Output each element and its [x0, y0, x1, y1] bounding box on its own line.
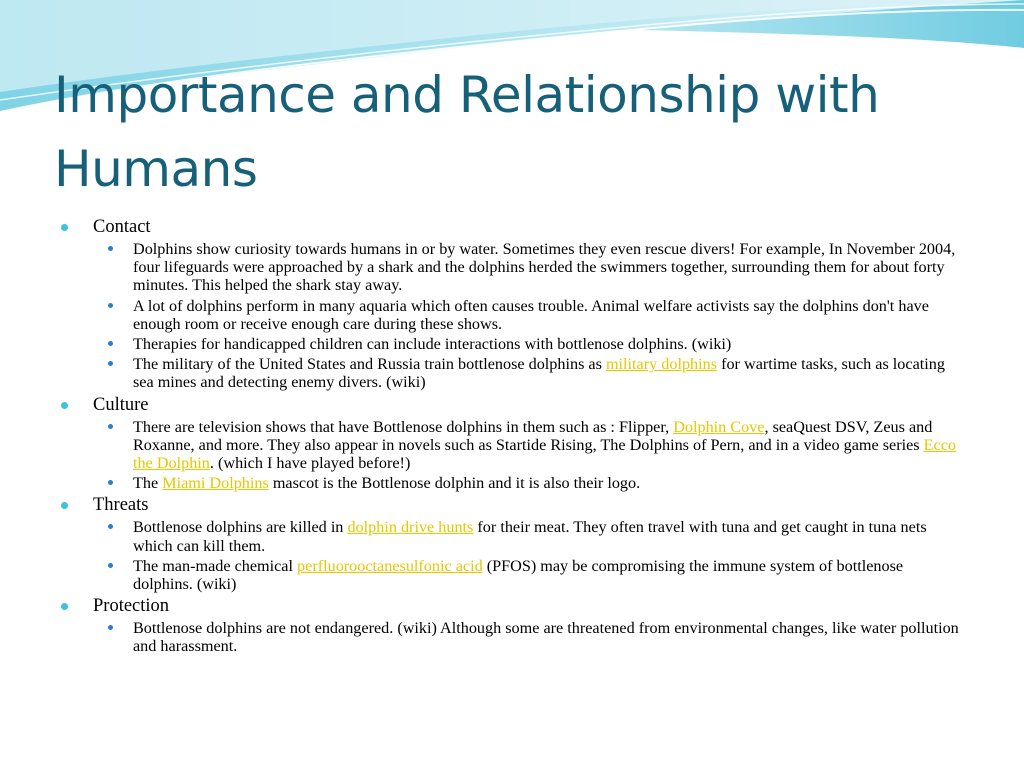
list-item	[133, 240, 1024, 295]
hyperlink[interactable]: military dolphins	[605, 355, 718, 374]
bullet-icon	[61, 402, 68, 409]
section-culture	[0, 394, 1024, 493]
bullet-icon	[61, 502, 68, 509]
list-item	[133, 619, 1024, 655]
item-text: Therapies for handicapped children can include interactions with bottlenose dolphins. (wiki)	[133, 335, 732, 354]
sub-bullet-icon	[108, 341, 113, 346]
hyperlink[interactable]: dolphin drive hunts	[347, 518, 474, 537]
sub-bullet-icon	[108, 361, 113, 366]
item-text: (PFOS) may be compromising the immune system of bottlenose dolphins. (wiki)	[133, 556, 904, 594]
item-text: Dolphins show curiosity towards humans in or by water. Sometimes they even rescue divers! For example, In November 2004, four lifeguards were approached by a shark and the dolphins herded the swimmers together, surrounding them for about forty minutes. This helped the shark stay away.	[133, 240, 956, 295]
list-item	[133, 474, 1024, 492]
sub-bullet-icon	[108, 524, 113, 529]
sub-bullet-list	[93, 619, 1024, 655]
item-text: for their meat. They often travel with tuna and get caught in tuna nets which can kill them.	[133, 518, 927, 555]
sub-bullet-list	[93, 240, 1024, 392]
sub-bullet-icon	[108, 246, 113, 251]
item-text: mascot is the Bottlenose dolphin and it is also their logo.	[268, 474, 641, 493]
item-text: for wartime tasks, such as locating sea mines and detecting enemy divers. (wiki)	[133, 355, 945, 392]
sub-bullet-icon	[108, 303, 113, 308]
section-heading: Culture	[93, 394, 149, 415]
list-item	[133, 297, 1024, 333]
bullet-icon	[61, 224, 68, 231]
item-text: The	[133, 474, 163, 493]
sub-bullet-icon	[108, 424, 113, 429]
item-text: . (which I have played before!)	[209, 454, 411, 473]
item-text: , seaQuest DSV, Zeus and Roxanne, and more. They also appear in novels such as Startide Rising, The Dolphins of Pern, and in a video game series	[133, 417, 933, 454]
item-text: There are television shows that have Bottlenose dolphins in them such as : Flipper,	[133, 417, 674, 436]
sub-bullet-list	[93, 418, 1024, 493]
section-protection	[0, 595, 1024, 655]
list-item	[133, 418, 1024, 473]
sub-bullet-icon	[108, 625, 113, 630]
sub-bullet-list	[93, 518, 1024, 593]
hyperlink[interactable]: Miami Dolphins	[162, 474, 269, 493]
item-text: Bottlenose dolphins are killed in	[133, 518, 348, 537]
list-item	[133, 335, 1024, 353]
bullet-icon	[61, 603, 68, 610]
slide-title: Importance and Relationship with Humans	[54, 66, 880, 198]
section-contact	[0, 216, 1024, 392]
section-heading: Protection	[93, 596, 170, 617]
sub-bullet-icon	[108, 480, 113, 485]
bullet-list	[0, 216, 1024, 658]
sub-bullet-icon	[108, 563, 113, 568]
section-threats	[0, 494, 1024, 593]
hyperlink[interactable]: Dolphin Cove	[673, 417, 765, 436]
list-item	[133, 518, 1024, 554]
hyperlink[interactable]: perfluorooctanesulfonic acid	[297, 556, 483, 575]
hyperlink[interactable]: Ecco the Dolphin	[133, 435, 956, 473]
list-item	[133, 557, 1024, 593]
section-heading: Contact	[93, 217, 151, 237]
item-text: Bottlenose dolphins are not endangered. (wiki) Although some are threatened from environmental changes, like water pollution and harassment.	[133, 619, 959, 656]
item-text: The man-made chemical	[133, 556, 298, 575]
item-text: A lot of dolphins perform in many aquaria which often causes trouble. Animal welfare activists say the dolphins don't have enough room or receive enough care during these shows.	[133, 296, 929, 333]
item-text: The military of the United States and Russia train bottlenose dolphins as	[133, 355, 606, 374]
section-heading: Threats	[93, 495, 149, 516]
list-item	[133, 355, 1024, 391]
